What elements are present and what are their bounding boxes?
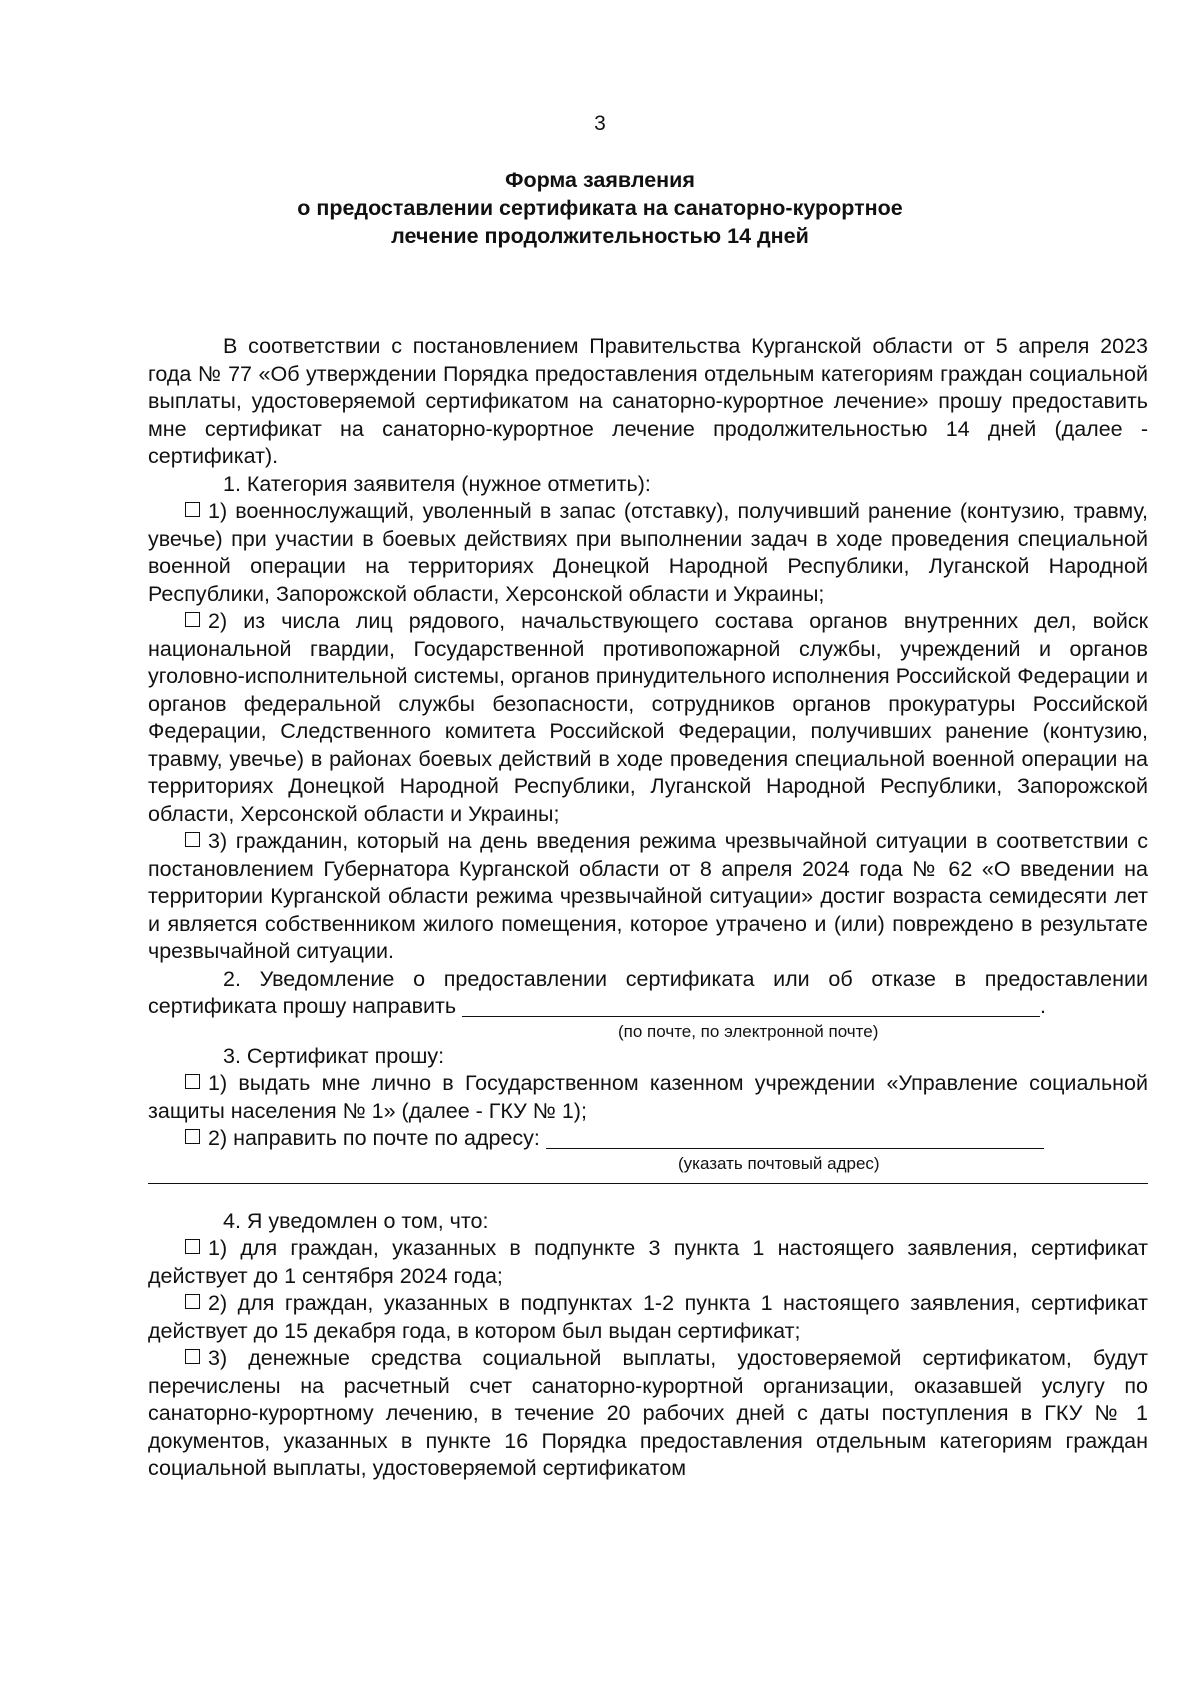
checkbox[interactable] [185, 1294, 200, 1309]
section1-item-2 [148, 608, 1148, 828]
checkbox[interactable] [185, 1074, 200, 1089]
section2-hint: (по почте, по электронной почте) [618, 1021, 879, 1041]
section2-paragraph: 2. Уведомление о предоставлении сертификата или об отказе в предоставлении сертификата прошу направить . [148, 966, 1148, 1018]
section3-item-2-text: 2) направить по почте по адресу: [208, 1126, 540, 1150]
form-body [148, 333, 1148, 1483]
section3-heading: 3. Сертификат прошу: [223, 1043, 445, 1068]
postal-address-field-continuation[interactable] [148, 1177, 1148, 1184]
notification-method-field[interactable] [462, 996, 1040, 1017]
section1-item-2-text: 2) из числа лиц рядового, начальствующего состава органов внутренних дел, войск национальной гвардии, Государственной противопожарной службы, учреждений и органов уголовно-исполнительной системы, органов принудительного исполнения Российской Федерации и органов федеральной службы безопасности, сотрудников органов прокуратуры Российской Федерации, Следственного комитета Российской Федерации, получивших ранение (контузию, травму, увечье) в районах боевых действий в ходе проведения специальной военной операции на территориях Донецкой Народной Республики, Луганской Народной Республики, Запорожской области, Херсонской области и Украины; [148, 609, 1148, 826]
section4-item-1 [148, 1235, 1148, 1290]
section4-heading: 4. Я уведомлен о том, что: [223, 1208, 489, 1233]
section2-text: 2. Уведомление о предоставлении сертификата или об отказе в предоставлении сертификата прошу направить [148, 966, 1148, 1018]
title-line-1: Форма заявления [505, 168, 695, 192]
checkbox[interactable] [185, 832, 200, 847]
section3-item-1-text: 1) выдать мне лично в Государственном казенном учреждении «Управление социальной защиты населения № 1» (далее - ГКУ № 1); [148, 1071, 1148, 1123]
title-line-3: лечение продолжительностью 14 дней [391, 224, 809, 248]
section1-item-3 [148, 828, 1148, 966]
section4-item-1-text: 1) для граждан, указанных в подпункте 3 пункта 1 настоящего заявления, сертификат действует до 1 сентября 2024 года; [148, 1236, 1148, 1288]
section4-item-2-text: 2) для граждан, указанных в подпунктах 1-2 пункта 1 настоящего заявления, сертификат действует до 15 декабря года, в котором был выдан сертификат; [148, 1291, 1148, 1343]
checkbox[interactable] [185, 1349, 200, 1364]
section4-item-2 [148, 1290, 1148, 1345]
checkbox[interactable] [185, 612, 200, 627]
section1-item-3-text: 3) гражданин, который на день введения режима чрезвычайной ситуации в соответствии с постановлением Губернатора Курганской области от 8 апреля 2024 года № 62 «О введении на территории Курганской области режима чрезвычайной ситуации» достиг возраста семидесяти лет и является собственником жилого помещения, которое утрачено и (или) повреждено в результате чрезвычайной ситуации. [148, 829, 1148, 963]
section1-heading: 1. Категория заявителя (нужное отметить): [223, 471, 651, 496]
section3-item-1 [148, 1070, 1148, 1125]
section1-item-1-text: 1) военнослужащий, уволенный в запас (отставку), получивший ранение (контузию, травму, увечье) при участии в боевых действиях при выполнении задач в ходе проведения специальной военной операции на территориях Донецкой Народной Республики, Луганской Народной Республики, Запорожской области, Херсонской области и Украины; [148, 499, 1148, 606]
form-title [0, 166, 1200, 250]
section4-item-3 [148, 1345, 1148, 1483]
section4-item-3-text: 3) денежные средства социальной выплаты, удостоверяемой сертификатом, будут перечислены на расчетный счет санаторно-курортной организации, оказавшей услугу по санаторно-курортному лечению, в течение 20 рабочих дней с даты поступления в ГКУ № 1 документов, указанных в пункте 16 Порядка предоставления отдельным категориям граждан социальной выплаты, удостоверяемой сертификатом [148, 1346, 1148, 1480]
section3-item-2 [148, 1125, 1148, 1153]
intro-paragraph: В соответствии с постановлением Правительства Курганской области от 5 апреля 2023 года № 77 «Об утверждении Порядка предоставления отдельным категориям граждан социальной выплаты, удостоверяемой сертификатом на санаторно-курортное лечение» прошу предоставить мне сертификат на санаторно-курортное лечение продолжительностью 14 дней (далее - сертификат). [148, 334, 1148, 468]
checkbox[interactable] [185, 1129, 200, 1144]
section1-item-1 [148, 498, 1148, 608]
page-number: 3 [594, 112, 606, 135]
title-line-2: о предоставлении сертификата на санаторно-курортное [297, 196, 903, 220]
postal-address-field[interactable] [546, 1128, 1044, 1149]
checkbox[interactable] [185, 1239, 200, 1254]
checkbox[interactable] [185, 502, 200, 517]
section3-hint: (указать почтовый адрес) [678, 1153, 880, 1173]
